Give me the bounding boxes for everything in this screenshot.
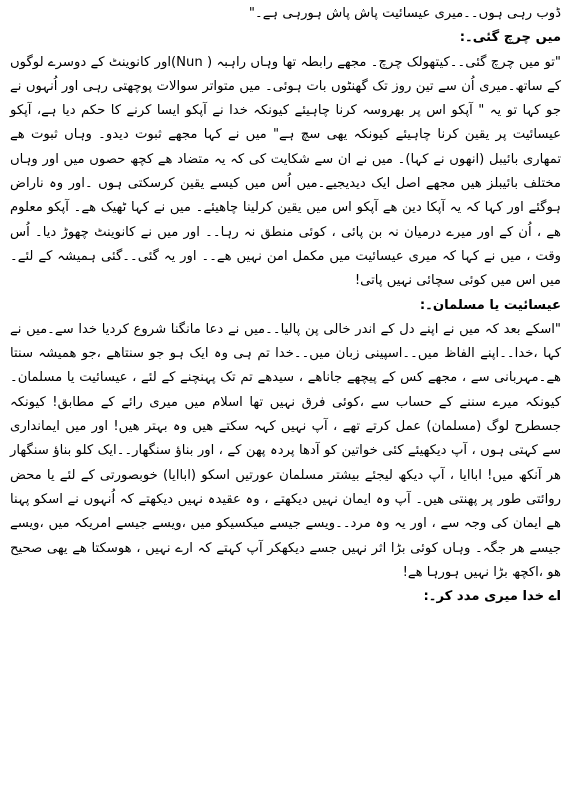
paragraph-opening-quote-end: ڈوب رہی ہوں۔۔میری عیسائیت پاش پاش ہورہی ہے۔" [248,6,561,21]
section-heading-god-help-me: اے خدا میری مدد کر۔: [423,589,561,605]
paragraph-prayer: "اسکے بعد کہ میں نے اپنے دل کے اندر خالی پن پالیا۔۔میں نے دعا مانگنا شروع کردیا خدا سے۔میں نے کہا ،خدا۔۔اپنے الفاظ میں۔۔اسپینی زبان میں۔۔خدا تم ہی وہ ایک ہو جو سنتاھے ،جو ھمیشہ سنتا ھے۔مہربانی سے ، مجھے کس کے پیچھے جاناھے ، سیدھے تم تک پہنچنے کے لئے ، عیسائیت یا مسلمان۔ کیونکہ میرے سننے کے حساب سے ،کوئی فرق نہیں تھا اسلام میں میری رائے کے مطابق! کیونکہ جسطرح لوگ (مسلمان) عمل کرتے تھے ، آپ نہیں کہہ سکتے ھیں وہ بہتر ھیں! اور میں ایمانداری سے کہتی ہوں ، آپ دیکھیئے کئی خواتین کو آدھا پردہ پھن کے ، اور بناؤ سنگھار۔۔ایک کلو بناؤ سنگھار ھر آنکھ میں! اباایا ، آپ دیکھ لیجئے بیشتر مسلمان عورتیں اسکو (اباایا) خوبصورتی کے لئے یا محض روائتی طور پر پھنتی ھیں۔ آپ وہ ایمان نہیں دیکھتے ، وہ عقیدہ نہیں دیکھتے کہ اُنہوں نے اسکو پہنا ھے ایمان کی وجہ سے ، اور یہ وہ مرد۔۔ویسے جیسے میکسیکو میں ،ویسے جیسے امریکہ میں ،ویسے جیسے ھر جگہ۔ وہاں کوئی بڑا اثر نہیں جسے دیکھکر آپ کہتے کہ ارے نہیں ، ھوسکتا ھے یھی صحیح ھو ،اکچھ بڑا نہیں ہورہا ھے! [10,321,561,580]
section-heading-christianity-or-muslim: عیسائیت یا مسلمان۔: [419,297,561,313]
section-heading-church: میں چرچ گئی۔: [459,30,561,46]
paragraph-church-visit: "تو میں چرچ گئی۔۔کیتھولک چرچ۔ مجھے رابطہ تھا وہاں راہبہ ( Nun)اور کانوینٹ کے دوسرے لوگوں کے ساتھ۔میری اُن سے تین روز تک گھنٹوں بات ہوئی۔ میں متواتر سوالات پوچھتی رہی اور اُنہوں نے جو کہا تو یہ " آپکو اس پر بھروسہ کرنا چاہیئے کیونکہ خدا نے آپکو ایسا کرنے کا حکم دیا ہے، آپکو عیسائیت پر یقین کرنا چاہیئے کیونکہ یھی سچ ہے" میں نے کہا مجھے ثبوت دیدو۔ وہاں ثبوت ھے تمھاری بائیبل (انھوں نے کہا)۔ میں نے ان سے شکایت کی کہ یہ متضاد ھے کچھ حصوں میں اور وہاں مختلف بائیبلز ھیں مجھے اصل ایک دیدیجیے۔میں اُس میں کیسے یقین کرسکتی ہوں ۔اور وہ ناراض ہوگئے اور کہا کہ یہ آپکا دین ھے آپکو اس میں یقین کرلینا چاھیئے۔ میں نے کہا ٹھیک ھے۔ آپکو معلوم ھے ، اُن کے اور میرے درمیان نہ بن پائی ، کوئی منطق نہ رہا۔۔ اور میں نے کانوینٹ چھوڑ دیا۔ اُس وقت ، میں نے کہا کہ میری عیسائیت میں مکمل امن نہیں ھے۔۔ اور یہ گئی۔۔گئی ہمیشہ کے لئے۔ میں اس میں کوئی سچائی نہیں پاتی! [10,54,561,289]
